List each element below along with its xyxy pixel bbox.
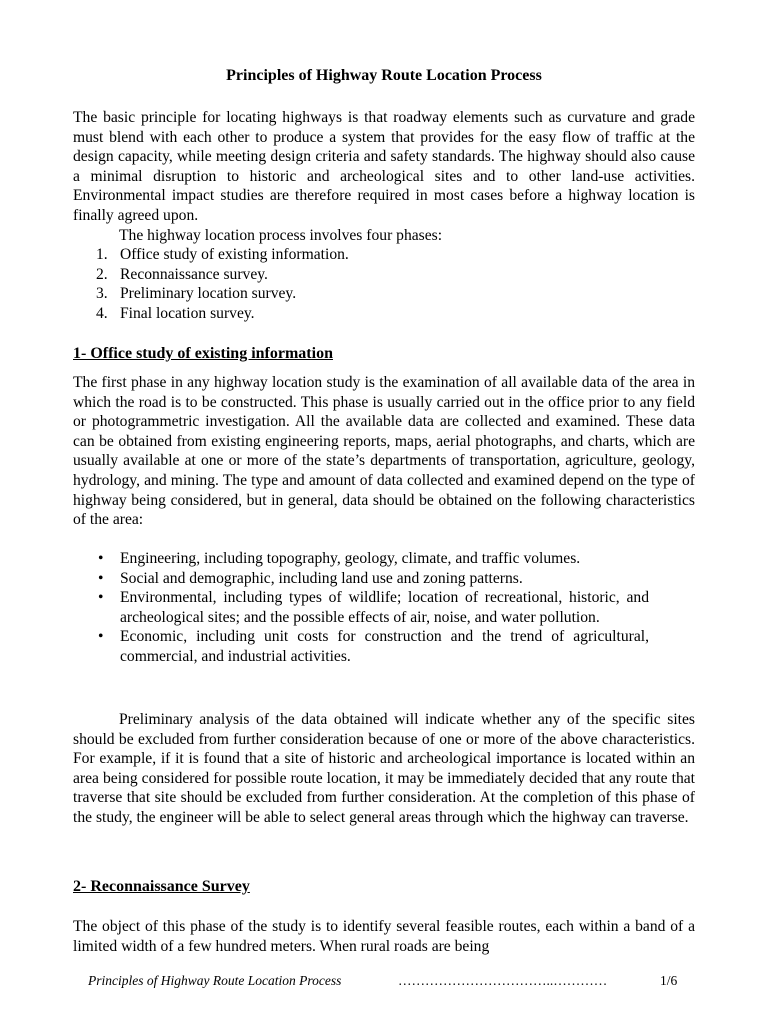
- list-number: 2.: [96, 265, 108, 283]
- list-item-text: Reconnaissance survey.: [120, 265, 268, 283]
- section-1-heading: 1- Office study of existing information: [73, 345, 333, 362]
- list-number: 4.: [96, 304, 108, 322]
- list-item: [96, 588, 649, 627]
- list-item-text: Social and demographic, including land use and zoning patterns.: [120, 569, 523, 587]
- bullet-icon: •: [98, 628, 104, 646]
- list-number: 3.: [96, 285, 108, 303]
- section-1-body: [73, 373, 695, 530]
- list-item: [96, 265, 656, 285]
- phases-list: [96, 245, 656, 323]
- section-2-paragraph-1: The object of this phase of the study is to identify several feasible routes, each within a band of a limited width of a few hundred meters. When rural roads are being: [73, 918, 695, 955]
- intro-paragraph: The basic principle for locating highways is that roadway elements such as curvature and grade must blend with each other to produce a system that provides for the easy flow of traffic at the design capacity, while meeting design criteria and safety standards. The highway should also cause a minimal disruption to historic and archeological sites and to other land-use activities. Environmental impact studies are therefore required in most cases before a highway location is finally agreed upon.: [73, 109, 695, 224]
- list-item-text: Final location survey.: [120, 304, 255, 322]
- list-item-text: Preliminary location survey.: [120, 285, 297, 303]
- list-item-text: Environmental, including types of wildlife; location of recreational, historic, and archeological sites; and the possible effects of air, noise, and water pollution.: [120, 589, 649, 626]
- page-number: 1/6: [660, 973, 678, 988]
- list-number: 1.: [96, 246, 108, 263]
- phases-intro: The highway location process involves four phases:: [119, 226, 443, 244]
- bullet-icon: •: [98, 569, 104, 587]
- section-1-body-continued: [73, 710, 695, 828]
- document-title: Principles of Highway Route Location Process: [226, 67, 542, 84]
- list-item: [96, 627, 649, 666]
- bullet-icon: •: [98, 550, 104, 567]
- list-item: [96, 549, 649, 569]
- footer-title: Principles of Highway Route Location Process: [88, 973, 342, 988]
- list-item: [96, 284, 656, 304]
- section-1-paragraph-1: The first phase in any highway location study is the examination of all available data of the area in which the road is to be constructed. This phase is usually carried out in the office prior to any field or photogrammetric investigation. All the available data are collected and examined. These data can be obtained from existing engineering reports, maps, aerial photographs, and charts, which are usually available at one or more of the state’s departments of transportation, agriculture, geology, hydrology, and mining. The type and amount of data collected and examined depend on the type of highway being considered, but in general, data should be obtained on the following characteristics of the area:: [73, 374, 695, 529]
- list-item-text: Office study of existing information.: [120, 246, 349, 263]
- intro-block: [73, 108, 695, 245]
- list-item: [96, 304, 656, 324]
- list-item: [96, 245, 656, 265]
- section-2-heading: 2- Reconnaissance Survey: [73, 878, 250, 895]
- bullet-icon: •: [98, 589, 104, 607]
- list-item: [96, 569, 649, 589]
- characteristics-list: [96, 549, 649, 667]
- section-2-body: [73, 917, 695, 956]
- section-1-paragraph-2: Preliminary analysis of the data obtained will indicate whether any of the specific sites should be excluded from further consideration because of one or more of the above characteristics. For example, if it is found that a site of historic and archeological importance is located within an area being considered for possible route location, it may be immediately decided that any route that traverse that site should be excluded from further consideration. At the completion of this phase of the study, the engineer will be able to select general areas through which the highway can traverse.: [73, 711, 695, 826]
- list-item-text: Economic, including unit costs for construction and the trend of agricultural, commercial, and industrial activities.: [120, 628, 649, 665]
- footer-leader-dots: ……………………………..…………: [398, 973, 608, 988]
- list-item-text: Engineering, including topography, geology, climate, and traffic volumes.: [120, 550, 581, 567]
